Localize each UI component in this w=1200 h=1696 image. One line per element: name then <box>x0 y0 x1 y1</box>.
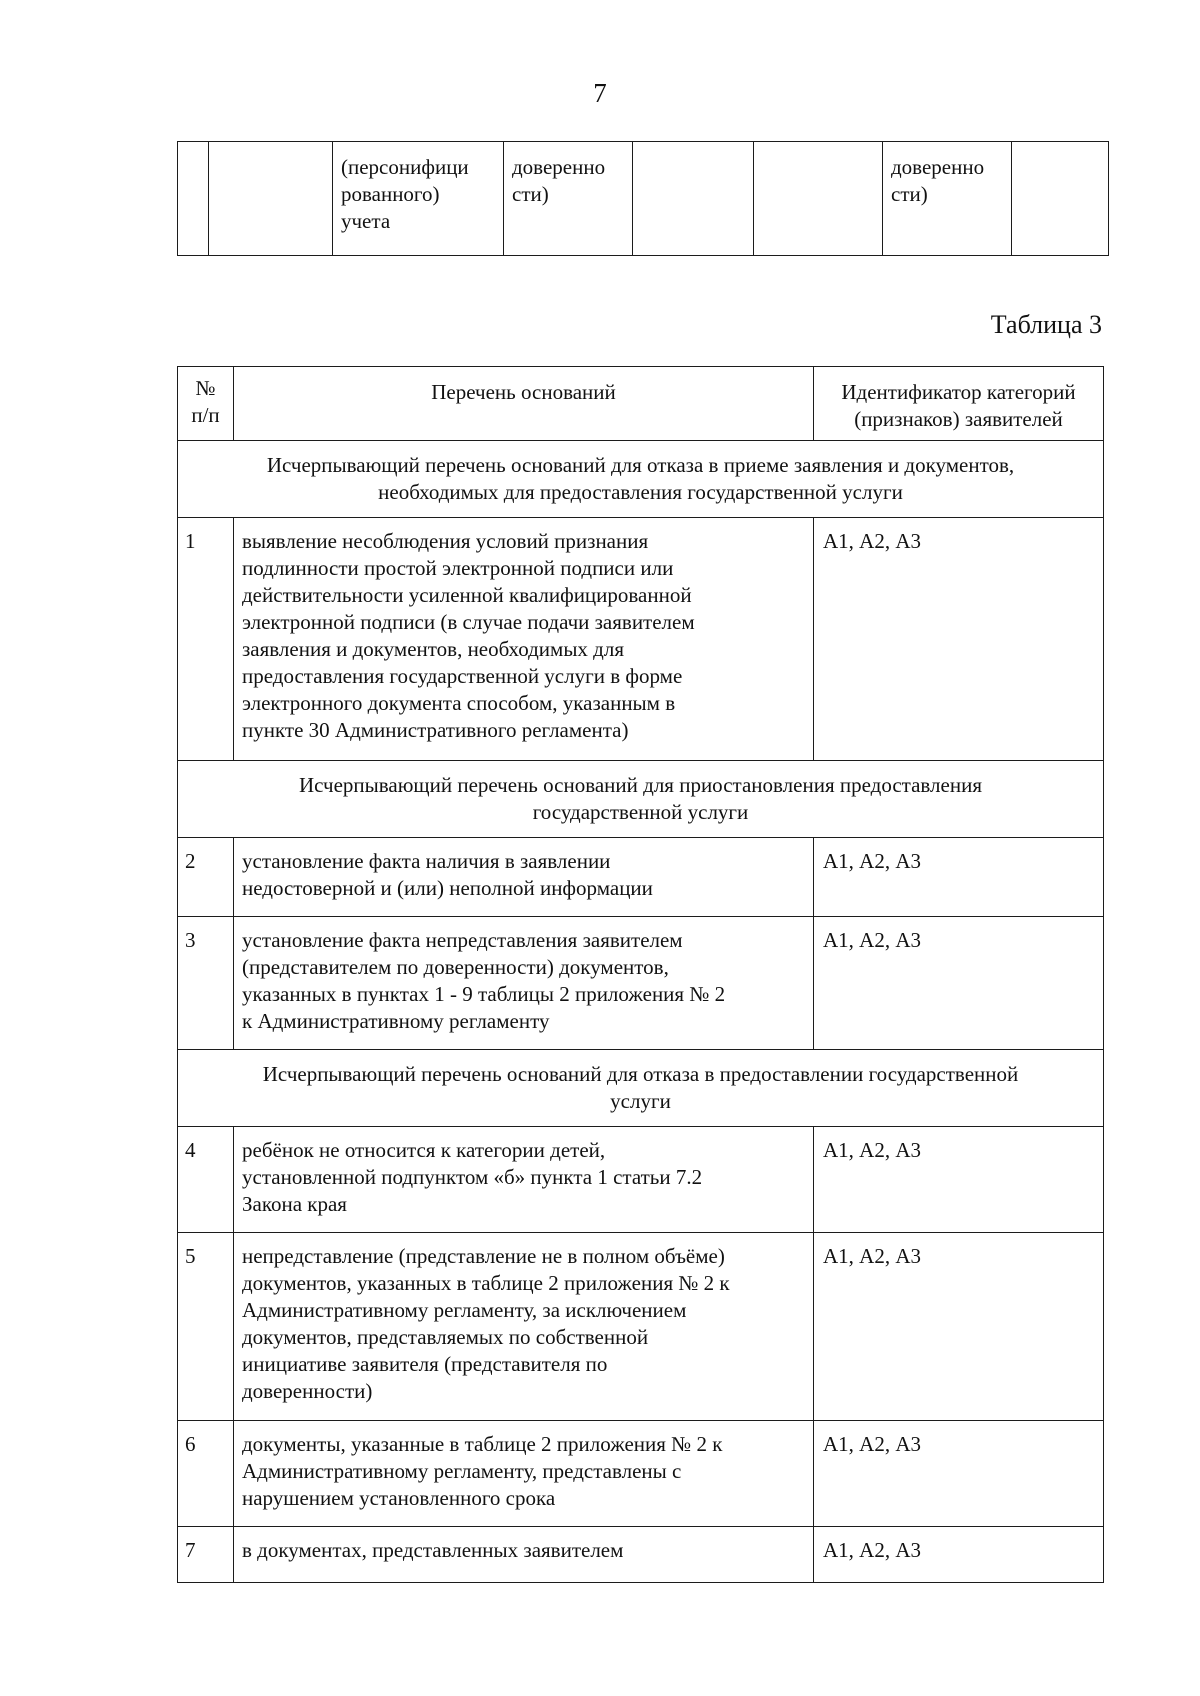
row-ids: А1, А2, А3 <box>814 1233 1104 1421</box>
row-ids: А1, А2, А3 <box>814 917 1104 1050</box>
table-row <box>178 518 1104 761</box>
table-row <box>178 1527 1104 1583</box>
section-title: Исчерпывающий перечень оснований для отказа в приеме заявления и документов, необходимых для предоставления государственной услуги <box>178 441 1104 518</box>
table-row <box>178 838 1104 917</box>
row-number: 3 <box>178 917 234 1050</box>
row-ids: А1, А2, А3 <box>814 1527 1104 1583</box>
section-title: Исчерпывающий перечень оснований для отказа в предоставлении государственной услуги <box>178 1050 1104 1127</box>
header-grounds: Перечень оснований <box>234 367 814 441</box>
table-cell: (персонифици рованного) учета <box>333 142 504 256</box>
table-cell: доверенно сти) <box>883 142 1012 256</box>
row-text: непредставление (представление не в полном объёме) документов, указанных в таблице 2 приложения № 2 к Административному регламенту, за исключением документов, представляемых по собственной инициативе заявителя (представителя по доверенности) <box>234 1233 814 1421</box>
table-row <box>178 917 1104 1050</box>
table-cell <box>178 142 209 256</box>
section-row <box>178 441 1104 518</box>
section-row <box>178 1050 1104 1127</box>
table-caption: Таблица 3 <box>990 310 1102 339</box>
grounds-table <box>177 366 1104 1583</box>
row-text: установление факта наличия в заявлении недостоверной и (или) неполной информации <box>234 838 814 917</box>
table-row <box>178 1127 1104 1233</box>
row-number: 5 <box>178 1233 234 1421</box>
row-ids: А1, А2, А3 <box>814 1421 1104 1527</box>
row-number: 1 <box>178 518 234 761</box>
table-cell <box>754 142 883 256</box>
row-ids: А1, А2, А3 <box>814 838 1104 917</box>
row-ids: А1, А2, А3 <box>814 1127 1104 1233</box>
header-number: № п/п <box>178 367 234 441</box>
header-row <box>178 367 1104 441</box>
table-cell <box>633 142 754 256</box>
section-title: Исчерпывающий перечень оснований для приостановления предоставления государственной услуги <box>178 761 1104 838</box>
row-text: в документах, представленных заявителем <box>234 1527 814 1583</box>
section-row <box>178 761 1104 838</box>
row-number: 4 <box>178 1127 234 1233</box>
row-ids: А1, А2, А3 <box>814 518 1104 761</box>
table-row <box>178 1421 1104 1527</box>
row-text: документы, указанные в таблице 2 приложения № 2 к Административному регламенту, представлены с нарушением установленного срока <box>234 1421 814 1527</box>
continuation-table <box>177 141 1109 256</box>
row-number: 2 <box>178 838 234 917</box>
table-row <box>178 142 1109 256</box>
row-text: установление факта непредставления заявителем (представителем по доверенности) документов, указанных в пунктах 1 - 9 таблицы 2 приложения № 2 к Административному регламенту <box>234 917 814 1050</box>
row-text: ребёнок не относится к категории детей, установленной подпунктом «б» пункта 1 статьи 7.2 Закона края <box>234 1127 814 1233</box>
row-text: выявление несоблюдения условий признания подлинности простой электронной подписи или действительности усиленной квалифицированной электронной подписи (в случае подачи заявителем заявления и документов, необходимых для предоставления государственной услуги в форме электронного документа способом, указанным в пункте 30 Административного регламента) <box>234 518 814 761</box>
header-identifier: Идентификатор категорий (признаков) заявителей <box>814 367 1104 441</box>
page-number: 7 <box>593 78 607 108</box>
table-cell <box>209 142 333 256</box>
row-number: 7 <box>178 1527 234 1583</box>
table-cell: доверенно сти) <box>504 142 633 256</box>
row-number: 6 <box>178 1421 234 1527</box>
table-row <box>178 1233 1104 1421</box>
table-cell <box>1012 142 1109 256</box>
